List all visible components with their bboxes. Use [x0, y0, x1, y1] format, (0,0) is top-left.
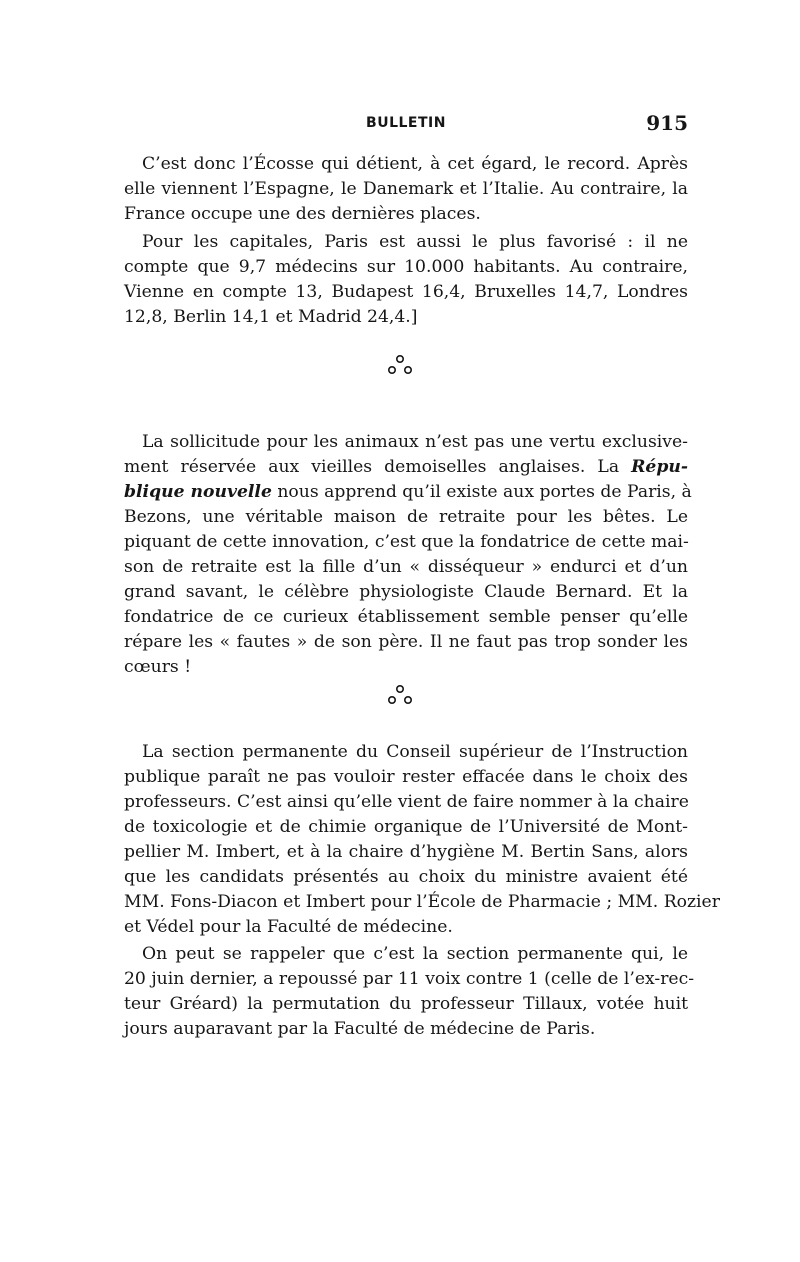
- text-line: publique paraît ne pas vouloir rester effacée dans le choix des: [124, 767, 688, 787]
- publication-title: Répu-: [631, 457, 688, 477]
- text-line: On peut se rappeler que c’est la section permanente qui, le: [142, 944, 688, 964]
- text-line: pellier M. Imbert, et à la chaire d’hygiène M. Bertin Sans, alors: [124, 842, 688, 862]
- text-segment: ment réservée aux vieilles demoiselles anglaises.: [124, 457, 586, 477]
- text-segment: nous apprend qu’il existe aux portes de Paris, à: [271, 482, 692, 502]
- paragraph-conseil-superieur: [124, 740, 720, 940]
- page-number: 915: [646, 111, 688, 135]
- section-separator-icon: [360, 352, 440, 380]
- text-line: professeurs. C’est ainsi qu’elle vient de faire nommer à la chaire: [124, 792, 689, 812]
- text-segment: La: [585, 457, 632, 477]
- text-line: France occupe une des dernières places.: [124, 204, 481, 224]
- text-line: Bezons, une véritable maison de retraite pour les bêtes. Le: [124, 507, 688, 527]
- text-line: MM. Fons-Diacon et Imbert pour l’École de Pharmacie ; MM. Rozier: [124, 892, 720, 912]
- text-line: grand savant, le célèbre physiologiste Claude Bernard. Et la: [124, 582, 688, 602]
- text-line: La section permanente du Conseil supérieur de l’Instruction: [142, 742, 688, 762]
- text-line: de toxicologie et de chimie organique de l’Université de Mont-: [124, 817, 688, 837]
- text-line: fondatrice de ce curieux établissement semble penser qu’elle: [124, 607, 688, 627]
- text-line: jours auparavant par la Faculté de médecine de Paris.: [124, 1019, 596, 1039]
- text-line: son de retraite est la fille d’un « disséqueur » endurci et d’un: [124, 557, 688, 577]
- paragraph-capitals: [124, 230, 688, 330]
- paragraph-animals: [124, 430, 692, 680]
- text-line: [124, 455, 688, 480]
- text-line: [124, 480, 692, 505]
- running-title: BULLETIN: [366, 115, 446, 131]
- text-line: compte que 9,7 médecins sur 10.000 habitants. Au contraire,: [124, 257, 688, 277]
- publication-title: blique nouvelle: [124, 482, 272, 502]
- text-line: Vienne en compte 13, Budapest 16,4, Bruxelles 14,7, Londres: [124, 282, 688, 302]
- text-line: C’est donc l’Écosse qui détient, à cet égard, le record. Après: [142, 154, 688, 174]
- text-line: répare les « fautes » de son père. Il ne faut pas trop sonder les: [124, 632, 688, 652]
- page-header: [124, 111, 688, 139]
- section-separator-icon: [360, 682, 440, 710]
- text-line: elle viennent l’Espagne, le Danemark et l’Italie. Au contraire, la: [124, 179, 688, 199]
- text-line: et Védel pour la Faculté de médecine.: [124, 917, 453, 937]
- paragraph-scotland-record: [124, 152, 688, 227]
- text-line: que les candidats présentés au choix du ministre avaient été: [124, 867, 688, 887]
- paragraph-permutation: [124, 942, 695, 1042]
- text-line: teur Gréard) la permutation du professeur Tillaux, votée huit: [124, 994, 688, 1014]
- text-line: piquant de cette innovation, c’est que la fondatrice de cette mai-: [124, 532, 689, 552]
- text-line: cœurs !: [124, 657, 192, 677]
- text-line: 12,8, Berlin 14,1 et Madrid 24,4.]: [124, 307, 418, 327]
- text-line: La sollicitude pour les animaux n’est pas une vertu exclusive-: [142, 432, 688, 452]
- text-line: 20 juin dernier, a repoussé par 11 voix contre 1 (celle de l’ex-rec-: [124, 969, 695, 989]
- text-line: Pour les capitales, Paris est aussi le plus favorisé : il ne: [142, 232, 688, 252]
